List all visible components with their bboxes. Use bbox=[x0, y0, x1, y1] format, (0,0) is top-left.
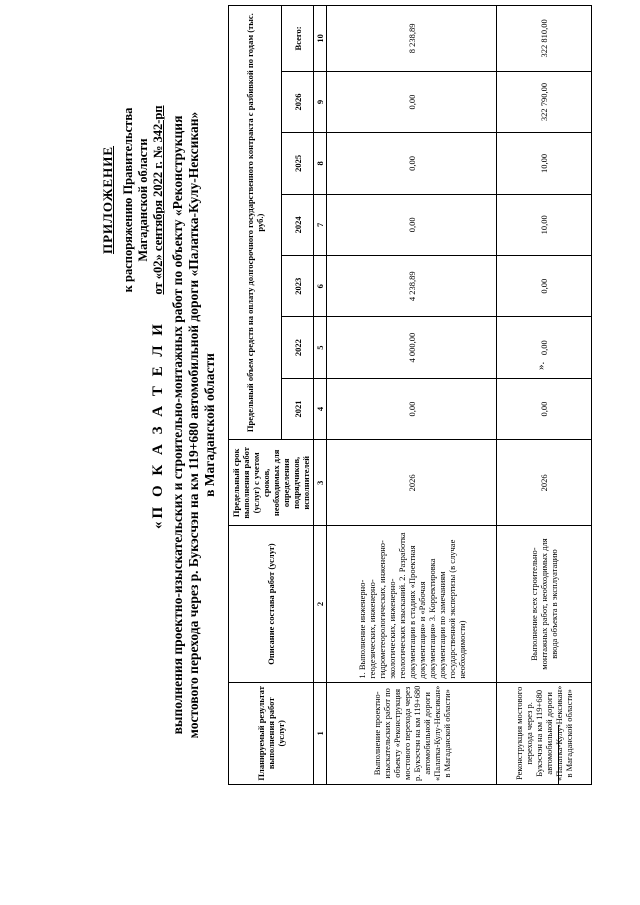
header-description: Описание состава работ (услуг) bbox=[229, 526, 314, 682]
column-number: 9 bbox=[314, 71, 327, 132]
result-cell: Выполнение проектно-изыскательских работ по объекту «Реконструкция мостового перехода через р. Букэсчэн на км 119+680 автомобильной дороги «Палатка-Кулу-Нексикан» в Магаданской области» bbox=[327, 682, 497, 784]
value-cell: 0,00 bbox=[327, 133, 497, 194]
deadline-cell: 2026 bbox=[327, 440, 497, 526]
header-result: Планируемый результат выполнения работ (услуг) bbox=[229, 682, 314, 784]
total-header: Всего: bbox=[282, 6, 314, 72]
value-cell: 0,00 bbox=[327, 194, 497, 255]
table-row bbox=[497, 6, 592, 785]
total-cell: 322 810,00 bbox=[497, 6, 592, 72]
header-funding: Предельный объем средств на оплату долгосрочного государственного контракта с разбивкой по годам (тыс. руб.) bbox=[229, 6, 282, 440]
table-row bbox=[327, 6, 497, 785]
appendix-line-1: к распоряжению Правительства bbox=[121, 107, 135, 293]
bottom-rule bbox=[558, 725, 559, 785]
description-cell: Выполнение всех строительно- монтажных работ, необходимых для ввода объекта в эксплуатацию bbox=[497, 526, 592, 682]
column-number: 3 bbox=[314, 440, 327, 526]
appendix-title: ПРИЛОЖЕНИЕ bbox=[100, 145, 115, 255]
column-number: 1 bbox=[314, 682, 327, 784]
value-cell: 4 000,00 bbox=[327, 317, 497, 378]
value-cell: 0,00 bbox=[497, 256, 592, 317]
value-cell: 0,00 bbox=[327, 71, 497, 132]
value-cell: 322 790,00 bbox=[497, 71, 592, 132]
heading-line-1: выполнения проектно-изыскательских и строительно-монтажных работ по объекту «Реконструкция bbox=[170, 115, 185, 735]
heading-title: «П О К А З А Т Е Л И bbox=[150, 321, 166, 529]
column-number: 5 bbox=[314, 317, 327, 378]
header-deadline: Предельный срок выполнения работ (услуг) с учетом сроков, необходимых для определения подрядчиков, исполнителей bbox=[229, 440, 314, 526]
year-header: 2022 bbox=[282, 317, 314, 378]
value-cell: 0,00 bbox=[327, 378, 497, 439]
column-number: 4 bbox=[314, 378, 327, 439]
result-cell: Реконструкция мостового перехода через р. Букэсчэн на км 119+680 автомобильной дороги «Палатка-Кулу-Нексикан» в Магаданской области» bbox=[497, 682, 592, 784]
column-number: 8 bbox=[314, 133, 327, 194]
column-number: 2 bbox=[314, 526, 327, 682]
column-number: 10 bbox=[314, 6, 327, 72]
indicators-table bbox=[228, 5, 592, 785]
heading-line-3: в Магаданской области bbox=[202, 353, 217, 497]
year-header: 2025 bbox=[282, 133, 314, 194]
description-cell: 1. Выполнение инженерно-геодезических, инженерно-гидрометеорологических, инженерно-экологических, инженерно-геологических изысканий. 2. Разработка документации в стадиях «Проектная документация» и «Рабочая документация» 3. Корректировка документации по замечаниям государственной экспертизы (в случае необходимости) bbox=[327, 526, 497, 682]
deadline-cell: 2026 bbox=[497, 440, 592, 526]
appendix-line-3: от «02» сентября 2022 г. № 342-рп bbox=[151, 105, 165, 295]
year-header: 2024 bbox=[282, 194, 314, 255]
value-cell: 4 238,89 bbox=[327, 256, 497, 317]
year-header: 2023 bbox=[282, 256, 314, 317]
total-cell: 8 238,89 bbox=[327, 6, 497, 72]
year-header: 2021 bbox=[282, 378, 314, 439]
value-cell: 10,00 bbox=[497, 133, 592, 194]
value-cell: 10,00 bbox=[497, 194, 592, 255]
value-cell: 0,00 bbox=[497, 317, 592, 378]
heading-line-2: мостового перехода через р. Букэсчэн на км 119+680 автомобильной дороги «Палатка-Кулу-Нексикан» bbox=[186, 111, 201, 739]
column-number: 6 bbox=[314, 256, 327, 317]
document-heading bbox=[150, 45, 218, 805]
value-cell: 0,00 bbox=[497, 378, 592, 439]
column-number: 7 bbox=[314, 194, 327, 255]
year-header: 2026 bbox=[282, 71, 314, 132]
appendix-line-2: Магаданской области bbox=[136, 138, 150, 262]
closing-quote: ». bbox=[535, 361, 547, 370]
